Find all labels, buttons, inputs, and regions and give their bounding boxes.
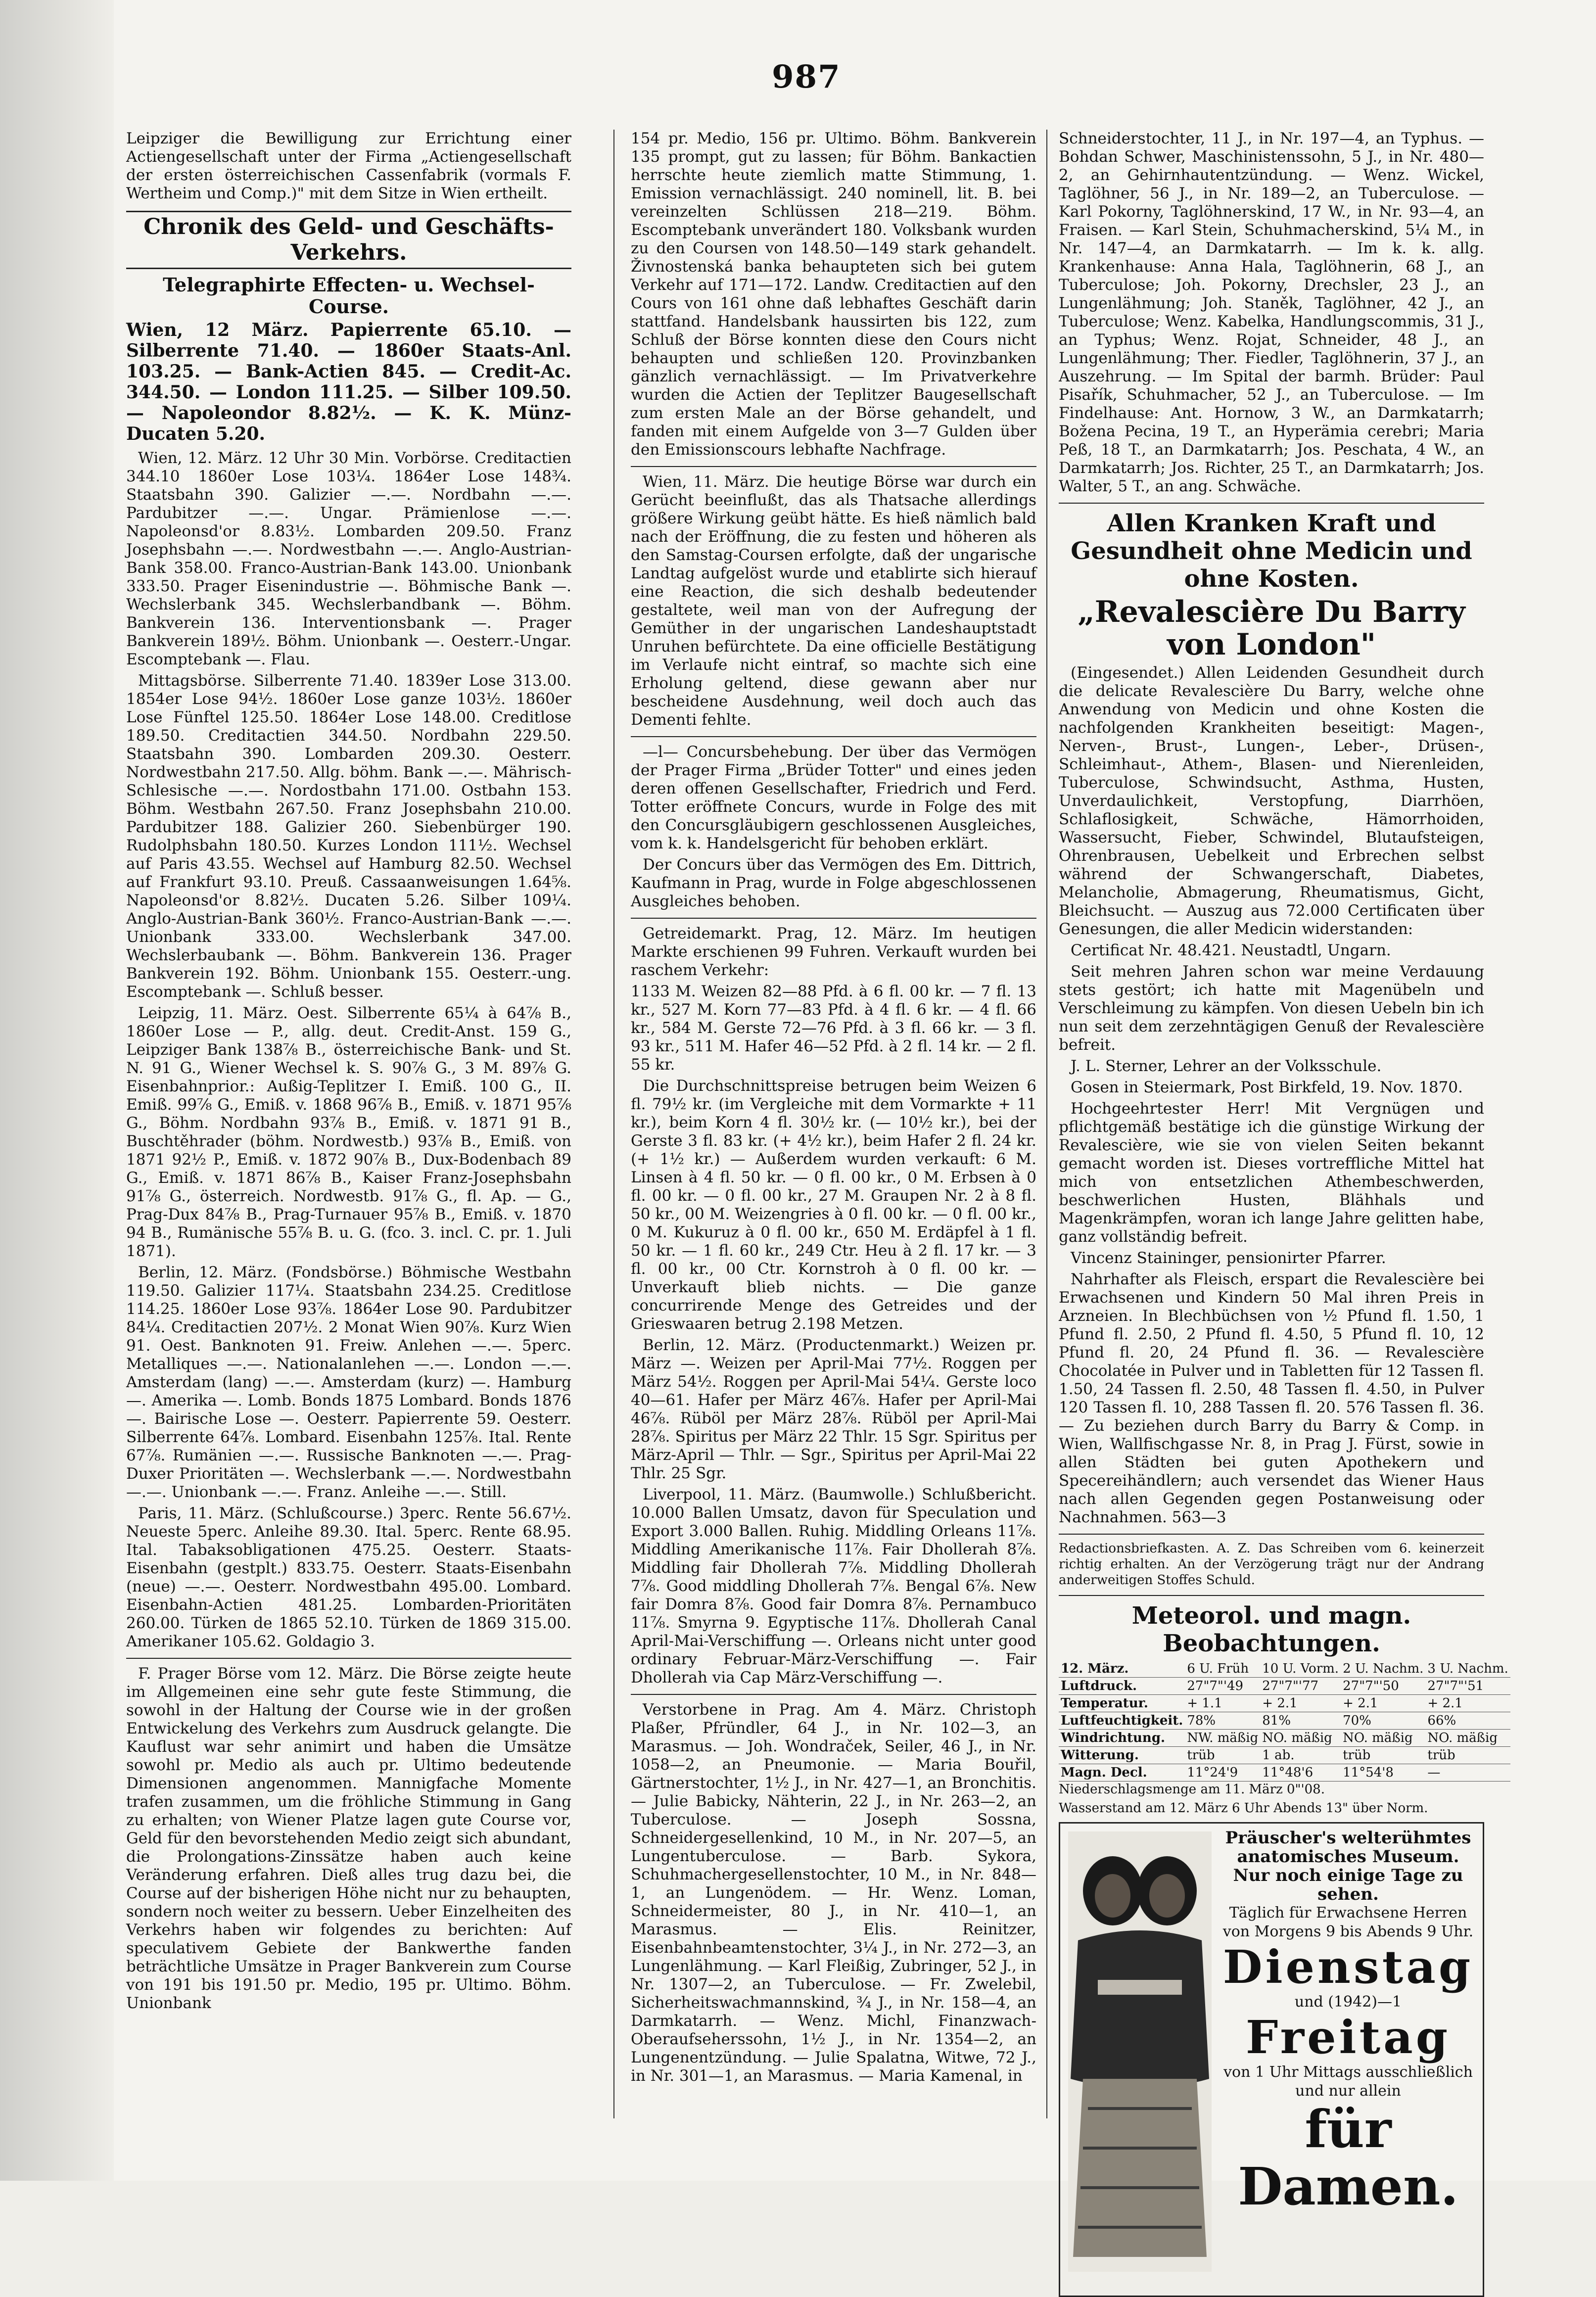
table-cell: 2 U. Nachm. (1341, 1660, 1425, 1678)
market-paragraph: 154 pr. Medio, 156 pr. Ultimo. Böhm. Bankverein 135 prompt, gut zu lassen; für Böhm. Bankactien herrschte heute ziemlich matte Stimmung, 1. Emission vernachlässigt. 240 nominell, lit. B. bei vereinzelten Schlüssen 218—219. Böhm. Escomptebank unverändert 180. Volksbank wurden zu den Coursen von 148.50—149 stark gehandelt. Živnostenská banka behaupteten sich bei gutem Verkehr auf 171—172. Landw. Creditactien auf den Cours von 161 ohne daß lebhaftes Geschäft darin stattfand. Handelsbank haussirten bis 122, zum Schluß der Börse konnten diese den Cours nicht behaupten und schließen 120. Provinzbanken gänzlich vernachlässigt. — Im Privatverkehre wurden die Actien der Teplitzer Baugesellschaft zum ersten Male an der Börse gehandelt, und fanden mit einem Aufgelde von 3—7 Gulden über den Emissionscours lebhafte Nachfrage. (631, 130, 1036, 459)
table-cell: Luftfeuchtigkeit. (1059, 1712, 1185, 1730)
column-divider (613, 130, 614, 2118)
market-paragraph: Paris, 11. März. (Schlußcourse.) 3perc. Rente 56.67½. Neueste 5perc. Anleihe 89.30. Ital. 5perc. Rente 68.95. Ital. Tabaksobligationen 475.25. Oesterr. Staats-Eisenbahn (gestplt.) 833.75. Oesterr. Staats-Eisenbahn (neue) —.—. Oesterr. Nordwestbahn 495.00. Lombard. Eisenbahn-Actien 481.25. Lombarden-Prioritäten 260.00. Türken de 1865 52.10. Türken de 1869 315.00. Amerikaner 105.62. Goldagio 3. (126, 1504, 571, 1650)
telegram-courses: Wien, 12 März. Papierrente 65.10. — Silberrente 71.40. — 1860er Staats-Anl. 103.25. — Bank-Actien 845. — Credit-Ac. 344.50. — London 111.25. — Silber 109.50. — Napoleondor 8.82½. — K. K. Münz-Ducaten 5.20. (126, 320, 571, 444)
market-paragraph: Leipzig, 11. März. Oest. Silberrente 65¼ à 64⅞ B., 1860er Lose — P., allg. deut. Credit-Anst. 159 G., Leipziger Bank 138⅞ B., österreichische Bank- und St. N. 91 G., Wiener Wechsel k. S. 90⅞ G., 3 M. 89⅞ G. Eisenbahnprior.: Außig-Teplitzer I. Emiß. 100 G., II. Emiß. 99⅞ G., Emiß. v. 1868 96⅞ B., Emiß. v. 1871 95⅞ G., Böhm. Nordbahn 93⅞ B., Emiß. v. 1871 91 B., Buschtěhrader (böhm. Nordwestb.) 93⅞ B., Emiß. von 1871 92½ P., Emiß. v. 1872 90⅞ B., Dux-Bodenbach 89 G., Emiß. v. 1871 86⅞ B., Kaiser Franz-Josephsbahn 91⅞ G., österreich. Nordwestb. 91⅞ G., fl. Ap. — G., Prag-Dux 84⅞ B., Prag-Turnauer 95⅞ B., Emiß. v. 1870 94 B., Rumänische 55⅞ B. u. G. (fco. 3. incl. C. pr. 1. Juli 1871). (126, 1004, 571, 1260)
grain-list: 1133 M. Weizen 82—88 Pfd. à 6 fl. 00 kr. — 7 fl. 13 kr., 527 M. Korn 77—83 Pfd. à 4 fl. 6 kr. — 4 fl. 66 kr., 584 M. Gerste 72—76 Pfd. à 3 fl. 66 kr. — 3 fl. 93 kr., 511 M. Hafer 46—52 Pfd. à 2 fl. 14 kr. — 2 fl. 55 kr. (631, 983, 1036, 1074)
table-row (1059, 1712, 1510, 1730)
ad-paragraph: Nahrhafter als Fleisch, erspart die Revalescière bei Erwachsenen und Kindern 50 Mal ihren Preis in Arzneien. In Blechbüchsen von ½ Pfund fl. 1.50, 1 Pfund fl. 2.50, 2 Pfund fl. 4.50, 5 Pfund fl. 10, 12 Pfund fl. 20, 24 Pfund fl. 36. — Revalescière Chocolatée in Pulver und in Tabletten für 12 Tassen fl. 1.50, 24 Tassen fl. 2.50, 48 Tassen fl. 4.50, in Pulver 120 Tassen fl. 10, 288 Tassen fl. 20. 576 Tassen fl. 36. — Zu beziehen durch Barry du Barry & Comp. in Wien, Wallfischgasse Nr. 8, in Prag J. Fürst, sowie in allen Städten bei guten Apothekern und Specereihändlern; auch versendet das Wiener Haus nach allen Gegenden gegen Postanweisung oder Nachnahmen. 563—3 (1059, 1270, 1484, 1526)
ad-paragraph: Seit mehren Jahren schon war meine Verdauung stets gestört; ich hatte mit Magenübeln und Verschleimung zu kämpfen. Von diesen Uebeln bin ich nun seit dem zerzehntägigen Genuß der Revalescière befreit. (1059, 963, 1484, 1054)
table-cell: Luftdruck. (1059, 1678, 1185, 1695)
museum-ad-text (1219, 1828, 1478, 2215)
museum-audience: für Damen. (1238, 2099, 1458, 2217)
meteorology-note: Wasserstand am 12. März 6 Uhr Abends 13" über Norm. (1059, 1801, 1428, 1816)
meteorology-table (1059, 1660, 1510, 1781)
table-cell: + 2.1 (1425, 1695, 1510, 1712)
divider (1059, 1595, 1484, 1596)
table-cell: 27"7"'77 (1260, 1678, 1341, 1695)
market-paragraph: F. Prager Börse vom 12. März. Die Börse zeigte heute im Allgemeinen eine sehr gute feste Stimmung, die sowohl in der Haltung der Course wie in der großen Entwickelung des Verkehrs zum Ausdruck gelangte. Die Kauflust war sehr animirt und haben die Umsätze sowohl pr. Medio als auch pr. Ultimo bedeutende Dimensionen angenommen. Mannigfache Momente trafen zusammen, um die fröhliche Stimmung in Gang zu erhalten; von Wiener Platze lagen gute Course vor, Geld für den bevorstehenden Medio zeigt sich abundant, die Prolongations-Zinssätze haben auch keine Veränderung erfahren. Dieß alles trug dazu bei, die Course auf der bisherigen Höhe nicht nur zu behaupten, sondern noch weiter zu bessern. Ueber Einzelheiten des Verkehrs haben wir folgendes zu berichten: Auf speculativem Gebiete der Bankwerthe fanden beträchtliche Umsätze in Prager Bankverein zum Course von 191 bis 191.50 pr. Medio, 195 pr. Ultimo. Böhm. Unionbank (126, 1665, 571, 2012)
divider (631, 1694, 1036, 1695)
divider (631, 466, 1036, 467)
table-cell: Windrichtung. (1059, 1730, 1185, 1747)
intro-paragraph: Leipziger die Bewilligung zur Errichtung einer Actiengesellschaft unter der Firma „Actiengesellschaft der ersten österreichischen Cassenfabrik (vormals F. Wertheim und Comp.)" mit dem Sitze in Wien ertheilt. (126, 130, 571, 202)
divider (1059, 503, 1484, 504)
table-row (1059, 1678, 1510, 1695)
column-middle (631, 130, 1036, 2123)
table-cell: 27"7"'49 (1185, 1678, 1260, 1695)
divider (126, 1658, 571, 1659)
redaction-note: Redactionsbriefkasten. A. Z. Das Schreiben vom 6. keinerzeit richtig erhalten. An der Verzögerung trägt nur der Andrang anderweitigen Stoffes Schuld. (1059, 1541, 1484, 1588)
table-cell: NO. mäßig (1341, 1730, 1425, 1747)
table-cell: 11°24'9 (1185, 1764, 1260, 1781)
market-paragraph: Die Durchschnittspreise betrugen beim Weizen 6 fl. 79½ kr. (im Vergleiche mit dem Vormarkte + 11 kr.), beim Korn 4 fl. 30½ kr. (— 10½ kr.), bei der Gerste 3 fl. 83 kr. (+ 4½ kr.), beim Hafer 2 fl. 24 kr. (+ 1½ kr.) — Außerdem wurden verkauft: 6 M. Linsen à 4 fl. 50 kr. — 0 fl. 00 kr., 0 M. Erbsen à 0 fl. 00 kr. — 0 fl. 00 kr., 27 M. Graupen Nr. 2 à 8 fl. 50 kr., 00 M. Weizengries à 0 fl. 00 kr. — 0 fl. 00 kr., 0 M. Kukuruz à 0 fl. 00 kr., 650 M. Erdäpfel à 1 fl. 50 kr. — 1 fl. 60 kr., 249 Ctr. Heu à 2 fl. 17 kr. — 3 fl. 00 kr., 00 Ctr. Kornstroh à 0 fl. 00 kr. — Unverkauft blieb nichts. — Die ganze concurrirende Menge des Getreides und der Grieswaaren betrug 2.198 Metzen. (631, 1077, 1036, 1333)
museum-day: Freitag (1245, 2011, 1451, 2064)
two-figures-illustration (1068, 1831, 1212, 2272)
table-cell: 81% (1260, 1712, 1341, 1730)
divider (631, 918, 1036, 919)
table-row (1059, 1730, 1510, 1747)
ad-paragraph: J. L. Sterner, Lehrer an der Volksschule. (1071, 1057, 1382, 1075)
table-cell: Temperatur. (1059, 1695, 1185, 1712)
divider (631, 736, 1036, 737)
death-notices-continued: Schneiderstochter, 11 J., in Nr. 197—4, an Typhus. — Bohdan Schwer, Maschinistenssohn, 5 J., in Nr. 480—2, an Gehirnhautentzündung. — Wenz. Wickel, Taglöhner, 56 J., in Nr. 189—2, an Tuberculose. — Karl Pokorny, Taglöhnerskind, 17 W., in Nr. 93—4, an Fraisen. — Karl Stein, Schuhmacherskind, 5¼ M., in Nr. 147—4, an Darmkatarrh. — Im k. k. allg. Krankenhause: Anna Hala, Taglöhnerin, 68 J., an Tuberculose; Joh. Pokorny, Drechsler, 23 J., an Lungenlähmung; Joh. Staněk, Taglöhner, 42 J., an Tuberculose; Wenz. Kabelka, Handlungscommis, 31 J., an Typhus; Wenz. Rojat, Schneider, 48 J., an Lungenlähmung; Ther. Fiedler, Taglöhnerin, 37 J., an Auszehrung. — Im Spital der barmh. Brüder: Paul Pisařík, Schuhmacher, 52 J., an Tuberculose. — Im Findelhause: Ant. Hornow, 3 W., an Darmkatarrh; Božena Pecina, 19 T., an Hyperämia cerebri; Maria Peß, 18 T., an Darmkatarrh; Jos. Peschata, 4 W., an Darmkatarrh; Jos. Richter, 25 T., an Darmkatarrh; Jos. Walter, 5 T., an ang. Schwäche. (1059, 130, 1484, 495)
table-cell: trüb (1185, 1747, 1260, 1764)
meteorology-title: Meteorol. und magn. Beobachtungen. (1131, 1602, 1411, 1657)
table-cell: 3 U. Nachm. (1425, 1660, 1510, 1678)
table-row (1059, 1764, 1510, 1781)
table-row (1059, 1660, 1510, 1678)
ad-paragraph: Vincenz Staininger, pensionirter Pfarrer. (1071, 1249, 1386, 1267)
death-notices: Verstorbene in Prag. Am 4. März. Christoph Plaßer, Pfründler, 64 J., in Nr. 102—3, an Marasmus. — Joh. Wondraček, Seiler, 46 J., in Nr. 1058—2, an Pneumonie. — Maria Bouřil, Gärtnerstochter, 1½ J., in Nr. 427—1, an Bronchitis. — Julie Babicky, Nähterin, 22 J., in Nr. 263—2, an Tuberculose. — Joseph Sossna, Schneidergesellenkind, 10 M., in Nr. 207—5, an Lungentuberculose. — Barb. Sykora, Schuhmachergesellenstochter, 10 M., in Nr. 848—1, an Lungenödem. — Hr. Wenz. Loman, Schneidermeister, 80 J., in Nr. 410—1, an Marasmus. — Elis. Reinitzer, Eisenbahnbeamtenstochter, 3¼ J., in Nr. 272—3, an Lungenlähmung. — Karl Fleißig, Zubringer, 52 J., in Nr. 1307—2, an Tuberculose. — Fr. Zwelebil, Sicherheitswachmannskind, ¾ J., in Nr. 158—4, an Darmkatarrh. — Wenz. Michl, Finanzwach-Oberaufseherssohn, 1½ J., in Nr. 1354—2, an Lungenentzündung. — Julie Spalatna, Witwe, 72 J., in Nr. 301—1, an Marasmus. — Maria Kamenal, in (631, 1701, 1036, 2085)
museum-line: Nur noch einige Tage zu sehen. (1233, 1866, 1463, 1904)
column-right (1059, 130, 1508, 2217)
museum-line: und (1942)—1 (1294, 1993, 1402, 2011)
museum-line: Präuscher's welterühmtes anatomisches Museum. (1225, 1828, 1471, 1867)
table-cell: NO. mäßig (1260, 1730, 1341, 1747)
museum-ad (1059, 1822, 1484, 2297)
table-cell: + 1.1 (1185, 1695, 1260, 1712)
market-paragraph: Der Concurs über das Vermögen des Em. Dittrich, Kaufmann in Prag, wurde in Folge abgeschlossenen Ausgleiches behoben. (631, 856, 1036, 910)
ad-paragraph: Gosen in Steiermark, Post Birkfeld, 19. Nov. 1870. (1071, 1078, 1463, 1096)
ad-paragraph: (Eingesendet.) Allen Leidenden Gesundheit durch die delicate Revalescière Du Barry, welche ohne Anwendung von Medicin und ohne Kosten die nachfolgenden Krankheiten beseitigt: Magen-, Nerven-, Brust-, Lungen-, Leber-, Drüsen-, Schleimhaut-, Athem-, Blasen- und Nierenleiden, Tuberculose, Schwindsucht, Asthma, Husten, Unverdaulichkeit, Verstopfung, Diarrhöen, Schlaflosigkeit, Schwäche, Hämorrhoiden, Wassersucht, Fieber, Schwindel, Blutaufsteigen, Ohrenbrausen, Uebelkeit und Erbrechen selbst während der Schwangerschaft, Diabetes, Melancholie, Abmagerung, Rheumatismus, Gicht, Bleichsucht. — Auszug aus 72.000 Certificaten über Genesungen, die aller Medicin widerstanden: (1059, 664, 1484, 938)
table-cell: 78% (1185, 1712, 1260, 1730)
table-cell: 10 U. Vorm. (1260, 1660, 1341, 1678)
table-cell: 6 U. Früh (1185, 1660, 1260, 1678)
museum-day: Dienstag (1222, 1940, 1474, 1994)
section-title: Chronik des Geld- und Geschäfts-Verkehrs. (126, 211, 571, 269)
museum-line: Täglich für Erwachsene Herren von Morgens 9 bis Abends 9 Uhr. (1222, 1904, 1474, 1940)
market-paragraph: Berlin, 12. März. (Productenmarkt.) Weizen pr. März —. Weizen per April-Mai 77½. Roggen per März 54½. Roggen per April-Mai 54¼. Gerste loco 40—61. Hafer per März 46⅞. Hafer per April-Mai 46⅞. Rüböl per März 28⅞. Rüböl per April-Mai 28⅞. Spiritus per März 22 Thlr. 15 Sgr. Spiritus per März-April — Thlr. — Sgr., Spiritus per April-Mai 22 Thlr. 25 Sgr. (631, 1336, 1036, 1482)
table-cell: + 2.1 (1260, 1695, 1341, 1712)
page-number: 987 (772, 58, 841, 95)
market-paragraph: Wien, 11. März. Die heutige Börse war durch ein Gerücht beeinflußt, das als Thatsache allerdings größere Wirkung geübt hätte. Es hieß nämlich bald nach der Eröffnung, die zu festen und höheren als den Samstag-Coursen erfolgte, daß der ungarische Landtag aufgelöst wurde und etablirte sich hierauf eine Reaction, die sich deshalb bedeutender gestaltete, weil man von der Aufregung der Gemüther in der ungarischen Landeshauptstadt Unruhen befürchtete. Da eine officielle Bestätigung im Verlaufe nicht eintraf, so machte sich eine Erholung geltend, diese gewann aber nur bescheidene Ausdehnung, weil doch auch das Dementi fehlte. (631, 473, 1036, 729)
column-left (126, 130, 571, 2123)
museum-line: von 1 Uhr Mittags ausschließlich und nur allein (1223, 2063, 1473, 2100)
table-row (1059, 1695, 1510, 1712)
page-binding-shadow (0, 0, 114, 2181)
table-cell: 66% (1425, 1712, 1510, 1730)
table-cell: Witterung. (1059, 1747, 1185, 1764)
market-paragraph: Getreidemarkt. Prag, 12. März. Im heutigen Markte erschienen 99 Fuhren. Verkauft wurden bei raschem Verkehr: (631, 925, 1036, 979)
meteorology-note: Niederschlagsmenge am 11. März 0"'08. (1059, 1782, 1325, 1797)
table-cell: + 2.1 (1341, 1695, 1425, 1712)
market-paragraph: Mittagsbörse. Silberrente 71.40. 1839er Lose 313.00. 1854er Lose 94½. 1860er Lose ganze 103½. 1860er Lose Fünftel 125.50. 1864er Lose 148.00. Creditlose 189.50. Creditactien 344.50. Nordbahn 229.50. Staatsbahn 390. Lombarden 209.30. Oesterr. Nordwestbahn 217.50. Allg. böhm. Bank —.—. Mährisch-Schlesische —.—. Nordostbahn 171.00. Ostbahn 153. Böhm. Westbahn 267.50. Franz Josephsbahn 210.00. Pardubitzer 188. Galizier 260. Siebenbürger 190. Rudolphsbahn 180.50. Kurzes London 111½. Wechsel auf Paris 43.55. Wechsel auf Hamburg 82.50. Wechsel auf Frankfurt 93.10. Preuß. Cassaanweisungen 1.64⅝. Napoleonsd'or 8.82½. Ducaten 5.26. Silber 109¼. Anglo-Austrian-Bank 360½. Franco-Austrian-Bank —.—. Unionbank 333.00. Wechslerbank 347.00. Wechslerbaubank —. Böhm. Bankverein 136. Prager Bankverein 192. Böhm. Unionbank 155. Oesterr.-ung. Escomptebank —. Schluß besser. (126, 672, 571, 1001)
market-paragraph: Berlin, 12. März. (Fondsbörse.) Böhmische Westbahn 119.50. Galizier 117¼. Staatsbahn 234.25. Creditlose 114.25. 1860er Lose 93⅞. 1864er Lose 90. Pardubitzer 84¼. Creditactien 207½. 2 Monat Wien 90⅞. Kurz Wien 91. Oest. Banknoten 91. Freiw. Anlehen —.—. 5perc. Metalliques —.—. Nationalanlehen —.—. London —.—. Amsterdam (lang) —.—. Amsterdam (kurz) —. Hamburg —. Amerika —. Lomb. Bonds 1875 Lombard. Bonds 1876 —. Bairische Lose —. Oesterr. Papierrente 59. Oesterr. Silberrente 64⅞. Lombard. Eisenbahn 125⅞. Ital. Rente 67⅞. Rumänien —.—. Russische Banknoten —.—. Prag-Duxer Prioritäten —. Wechslerbank —.—. Nordwestbahn —.—. Unionbank —.—. Franz. Anleihe —.—. Still. (126, 1264, 571, 1501)
ad-brand-title: „Revalescière Du Barry von London" (1078, 595, 1465, 662)
table-cell: — (1425, 1764, 1510, 1781)
table-cell: trüb (1341, 1747, 1425, 1764)
ad-paragraph: Hochgeehrtester Herr! Mit Vergnügen und pflichtgemäß bestätige ich die günstige Wirkung der Revalescière, wie sie von vielen Seiten bekannt gemacht worden ist. Dieses vortreffliche Mittel hat mich von entsetzlichen Athembeschwerden, beschwerlichen Husten, Blähhals und Magenkrämpfen, woran ich lange Jahre gelitten habe, ganz vollständig befreit. (1059, 1100, 1484, 1246)
table-cell: 1 ab. (1260, 1747, 1341, 1764)
table-cell: NO. mäßig (1425, 1730, 1510, 1747)
market-paragraph: —l— Concursbehebung. Der über das Vermögen der Prager Firma „Brüder Totter" und eines jeden deren offenen Gesellschafter, Friedrich und Ferd. Totter eröffnete Concurs, wurde in Folge des mit den Concursgläubigern geschlossenen Ausgleiches, vom k. k. Handelsgericht für behoben erklärt. (631, 743, 1036, 852)
table-cell: 27"7"'51 (1425, 1678, 1510, 1695)
ad-heading: Allen Kranken Kraft und Gesundheit ohne Medicin und ohne Kosten. (1071, 510, 1472, 593)
ad-paragraph: Certificat Nr. 48.421. Neustadtl, Ungarn. (1071, 941, 1391, 959)
table-row (1059, 1747, 1510, 1764)
table-cell: trüb (1425, 1747, 1510, 1764)
table-cell: 11°54'8 (1341, 1764, 1425, 1781)
table-cell: NW. mäßig (1185, 1730, 1260, 1747)
market-paragraph: Liverpool, 11. März. (Baumwolle.) Schlußbericht. 10.000 Ballen Umsatz, davon für Speculation und Export 3.000 Ballen. Ruhig. Middling Orleans 11⅞. Middling Amerikanische 11⅞. Fair Dhollerah 8⅞. Middling fair Dhollerah 7⅞. Middling Dhollerah 7⅞. Good middling Dhollerah 7⅞. Bengal 6⅞. New fair Domra 8⅞. Good fair Domra 8⅞. Pernambuco 11⅞. Smyrna 9. Egyptische 11⅞. Dhollerah Canal April-Mai-Verschiffung —. Orleans nicht unter good ordinary Februar-März-Verschiffung —. Fair Dhollerah via Cap März-Verschiffung —. (631, 1486, 1036, 1687)
table-cell: Magn. Decl. (1059, 1764, 1185, 1781)
divider (1059, 1534, 1484, 1535)
table-cell: 27"7"'50 (1341, 1678, 1425, 1695)
telegram-heading: Telegraphirte Effecten- u. Wechsel-Course. (163, 274, 535, 318)
market-paragraph: Wien, 12. März. 12 Uhr 30 Min. Vorbörse. Creditactien 344.10 1860er Lose 103¼. 1864er Lose 148¾. Staatsbahn 390. Galizier —.—. Nordbahn —.—. Pardubitzer —.—. Ungar. Prämienlose —.—. Napoleonsd'or 8.83½. Lombarden 209.50. Franz Josephsbahn —.—. Nordwestbahn —.—. Anglo-Austrian-Bank 358.00. Franco-Austrian-Bank 143.00. Unionbank 333.50. Prager Eisenindustrie —. Böhmische Bank —. Wechslerbank 345. Wechslerbandbank —. Böhm. Bankverein 136. Interventionsbank —. Prager Bankverein 189½. Böhm. Unionbank —. Oesterr.-Ungar. Escomptebank —. Flau. (126, 449, 571, 668)
table-cell: 70% (1341, 1712, 1425, 1730)
table-cell: 11°48'6 (1260, 1764, 1341, 1781)
column-divider (1046, 130, 1047, 2118)
table-cell: 12. März. (1059, 1660, 1185, 1678)
